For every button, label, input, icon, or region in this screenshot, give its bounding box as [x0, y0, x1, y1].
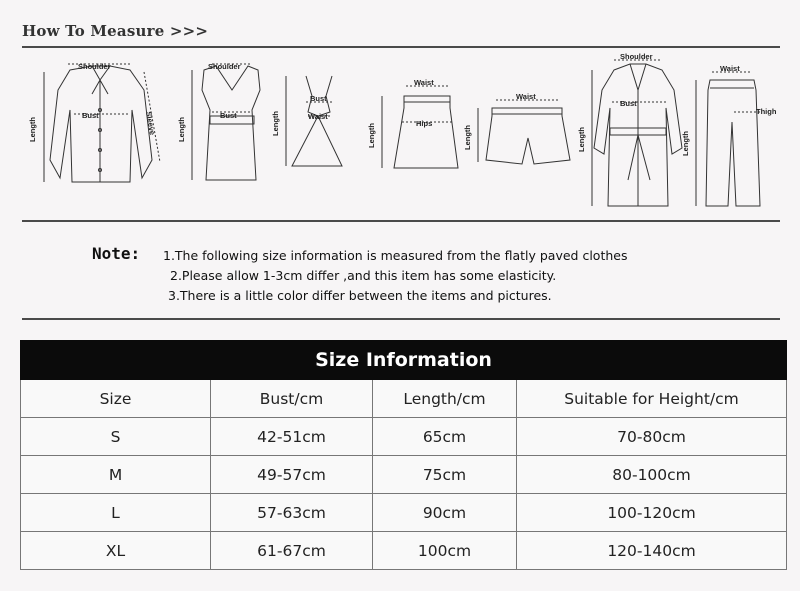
- vest-diagram: [192, 64, 260, 180]
- length-cell: 65cm: [373, 418, 517, 456]
- skirt-hips-label: Hips: [416, 119, 433, 128]
- shirt-sleeve-label: Sleeve: [144, 110, 158, 136]
- table-row: [21, 456, 787, 494]
- shorts-diagram: [478, 100, 570, 164]
- table-row: [21, 418, 787, 456]
- dress-length-label: Length: [271, 111, 280, 136]
- size-table-title-row: [21, 341, 787, 380]
- size-table-title: Size Information: [21, 341, 787, 380]
- height-cell: 120-140cm: [517, 532, 787, 570]
- note-label: Note:: [92, 244, 141, 263]
- header-divider: [22, 46, 780, 48]
- pants-length-label: Length: [681, 131, 690, 156]
- page-title: How To Measure >>>: [22, 22, 209, 40]
- note-line-1: 1.The following size information is measured from the flatly paved clothes: [163, 248, 628, 263]
- note-line-3: 3.There is a little color differ between the items and pictures.: [168, 288, 552, 303]
- height-cell: 100-120cm: [517, 494, 787, 532]
- vest-length-label: Length: [177, 117, 186, 142]
- shirt-shoulder-label: Shoulder: [78, 62, 111, 71]
- size-cell: L: [21, 494, 211, 532]
- size-cell: M: [21, 456, 211, 494]
- shirt-diagram: [44, 64, 160, 182]
- shorts-waist-label: Waist: [516, 92, 536, 101]
- header-bust: Bust/cm: [211, 380, 373, 418]
- skirt-waist-label: Waist: [414, 78, 434, 87]
- dress-waist-label: Waist: [308, 112, 328, 121]
- coat-shoulder-label: Shoulder: [620, 52, 653, 61]
- header-height: Suitable for Height/cm: [517, 380, 787, 418]
- bust-cell: 57-63cm: [211, 494, 373, 532]
- vest-shoulder-label: Shoulder: [208, 62, 241, 71]
- shirt-bust-label: Bust: [82, 111, 99, 120]
- header-length: Length/cm: [373, 380, 517, 418]
- note-line-2: 2.Please allow 1-3cm differ ,and this item has some elasticity.: [170, 268, 557, 283]
- shirt-length-label: Length: [28, 117, 37, 142]
- bust-cell: 61-67cm: [211, 532, 373, 570]
- size-cell: XL: [21, 532, 211, 570]
- length-cell: 90cm: [373, 494, 517, 532]
- diagram-divider: [22, 220, 780, 222]
- height-cell: 70-80cm: [517, 418, 787, 456]
- bust-cell: 42-51cm: [211, 418, 373, 456]
- shorts-length-label: Length: [463, 125, 472, 150]
- garment-diagrams: [22, 50, 780, 218]
- size-cell: S: [21, 418, 211, 456]
- header-size: Size: [21, 380, 211, 418]
- dress-diagram: [286, 76, 342, 166]
- length-cell: 100cm: [373, 532, 517, 570]
- table-row: [21, 494, 787, 532]
- coat-bust-label: Bust: [620, 99, 637, 108]
- height-cell: 80-100cm: [517, 456, 787, 494]
- table-row: [21, 532, 787, 570]
- pants-waist-label: Waist: [720, 64, 740, 73]
- pants-diagram: [696, 72, 760, 206]
- note-divider: [22, 318, 780, 320]
- coat-diagram: [592, 60, 682, 206]
- garment-diagram-svg: [22, 50, 780, 218]
- size-table-header-row: [21, 380, 787, 418]
- skirt-length-label: Length: [367, 123, 376, 148]
- length-cell: 75cm: [373, 456, 517, 494]
- dress-bust-label: Bust: [310, 94, 327, 103]
- size-table: [20, 340, 787, 570]
- vest-bust-label: Bust: [220, 111, 237, 120]
- pants-thigh-label: Thigh: [756, 107, 777, 116]
- coat-length-label: Length: [577, 127, 586, 152]
- bust-cell: 49-57cm: [211, 456, 373, 494]
